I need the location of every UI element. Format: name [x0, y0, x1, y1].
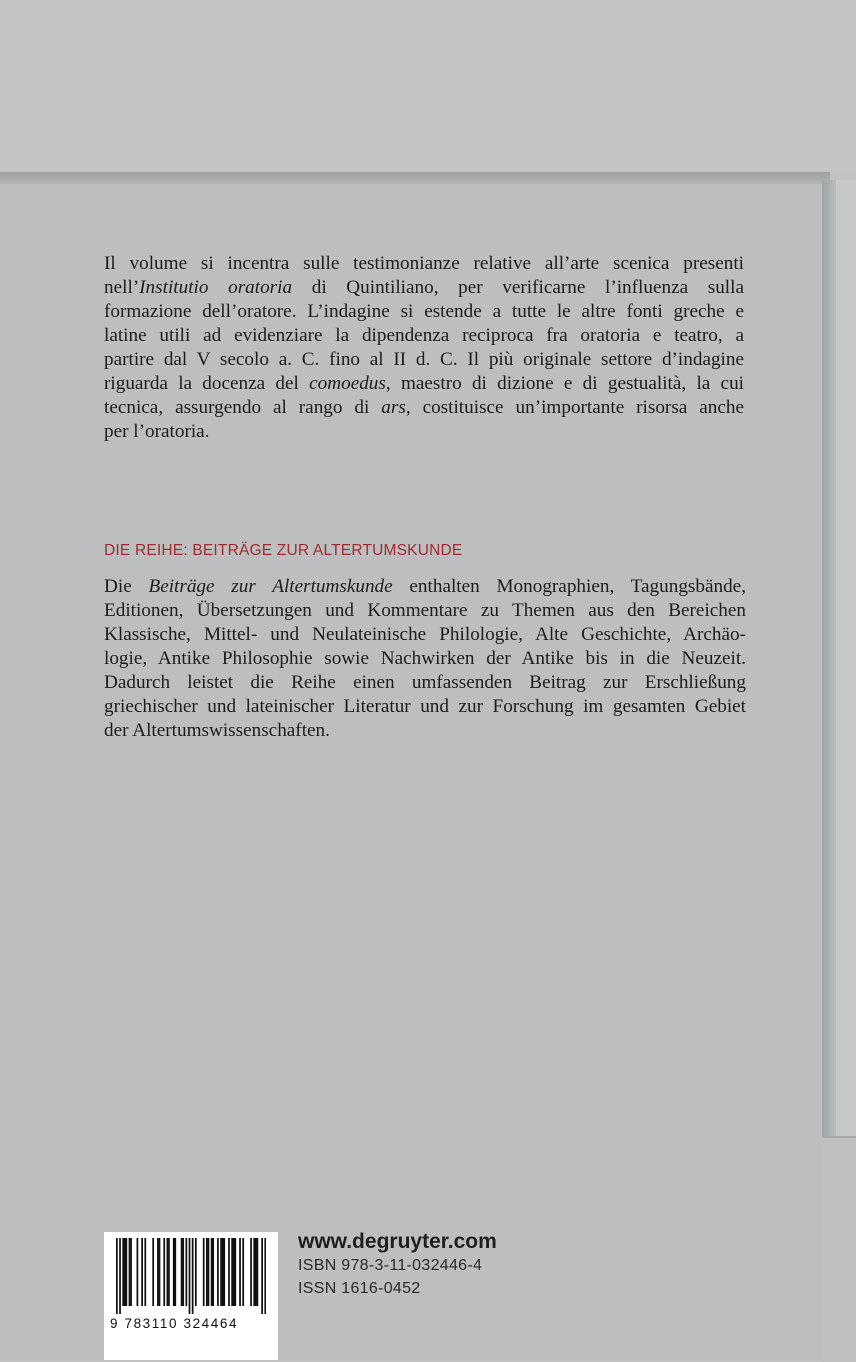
- blurb-line: nell’Institutio oratoria di Quintiliano, per verificarne l’influenza sulla: [104, 277, 744, 298]
- barcode-bar: [231, 1238, 233, 1306]
- barcode-bar: [203, 1238, 205, 1306]
- barcode-bar: [124, 1238, 126, 1306]
- isbn-barcode: [104, 1232, 278, 1360]
- barcode-bar: [264, 1238, 266, 1314]
- series-line: Dadurch leistet die Reihe einen umfassenden Beitrag zur Erschließung: [104, 672, 746, 693]
- barcode-bar: [220, 1238, 222, 1306]
- series-description: [104, 575, 746, 743]
- series-line: Die Beiträge zur Altertumskunde enthalten Monographien, Tagungsbände,: [104, 576, 746, 597]
- barcode-digits: 9 783110 324464: [110, 1316, 239, 1331]
- blurb-line: tecnica, assurgendo al rango di ars, costituisce un’importante risorsa anche: [104, 397, 744, 418]
- barcode-bar: [211, 1238, 213, 1306]
- barcode-bar: [206, 1238, 208, 1306]
- barcode-bar: [239, 1238, 241, 1306]
- barcode-bar: [168, 1238, 170, 1306]
- barcode-bar: [255, 1238, 257, 1306]
- barcode-bar: [261, 1238, 263, 1314]
- barcode-bar: [130, 1238, 132, 1306]
- barcode-bar: [185, 1238, 187, 1306]
- series-line: Editionen, Übersetzungen und Kommentare zu Themen aus den Bereichen: [104, 600, 746, 621]
- series-line: Klassische, Mittel- und Neulateinische Philologie, Alte Geschichte, Archäo-: [104, 624, 746, 645]
- publisher-url[interactable]: www.degruyter.com: [298, 1230, 497, 1253]
- top-margin: [0, 0, 856, 172]
- barcode-bar: [222, 1238, 224, 1306]
- issn-number: ISSN 1616-0452: [298, 1280, 421, 1297]
- barcode-bar: [119, 1238, 121, 1314]
- blurb-italic-title: Institutio oratoria: [139, 277, 293, 298]
- barcode-bar: [253, 1238, 255, 1306]
- barcode-bar: [234, 1238, 236, 1306]
- blurb-italic-title: comoedus: [309, 373, 386, 394]
- barcode-bar: [182, 1238, 184, 1306]
- spine-panel-lower: [822, 1136, 856, 1362]
- barcode-bar: [137, 1238, 139, 1306]
- blurb-line: riguarda la docenza del comoedus, maestro di dizione e di gestualità, la cui: [104, 373, 744, 394]
- barcode-bar: [174, 1238, 176, 1306]
- barcode-bar: [242, 1238, 244, 1306]
- barcode-bar: [217, 1238, 219, 1306]
- barcode-bar: [223, 1238, 225, 1306]
- series-italic-title: Beiträge zur Altertumskunde: [148, 576, 393, 597]
- series-line: logie, Antike Philosophie sowie Nachwirken der Antike bis in die Neuzeit.: [104, 648, 746, 669]
- barcode-bar: [163, 1238, 165, 1306]
- barcode-bar: [189, 1238, 191, 1314]
- barcode-bar: [195, 1238, 197, 1306]
- barcode-bar: [157, 1238, 159, 1306]
- barcode-bar: [208, 1238, 210, 1306]
- series-heading: DIE REIHE: BEITRÄGE ZUR ALTERTUMSKUNDE: [104, 542, 463, 559]
- barcode-bars: [116, 1238, 266, 1314]
- barcode-bar: [192, 1238, 194, 1314]
- blurb-line: formazione dell’oratore. L’indagine si estende a tutte le altre fonti greche e: [104, 301, 744, 322]
- barcode-bar: [122, 1238, 124, 1306]
- series-line: griechischer und lateinischer Literatur und zur Forschung im gesamten Gebiet: [104, 696, 746, 717]
- book-blurb: [104, 252, 744, 444]
- blurb-line: Il volume si incentra sulle testimonianze relative all’arte scenica presenti: [104, 253, 744, 274]
- barcode-bar: [173, 1238, 175, 1306]
- blurb-line: per l’oratoria.: [104, 421, 210, 442]
- barcode-bar: [125, 1238, 127, 1306]
- isbn-number: ISBN 978-3-11-032446-4: [298, 1257, 483, 1274]
- blurb-line: latine utili ad evidenziare la dipendenza reciproca fra oratoria e teatro, a: [104, 325, 744, 346]
- barcode-bar: [116, 1238, 118, 1314]
- barcode-bar: [250, 1238, 252, 1306]
- barcode-bar: [228, 1238, 230, 1306]
- series-line: der Altertumswissenschaften.: [104, 720, 330, 741]
- barcode-bar: [181, 1238, 183, 1306]
- barcode-bar: [144, 1238, 146, 1306]
- barcode-bar: [159, 1238, 161, 1306]
- barcode-bar: [233, 1238, 235, 1306]
- blurb-line: partire dal V secolo a. C. fino al II d. C. Il più originale settore d’indagine: [104, 349, 744, 370]
- barcode-bar: [212, 1238, 214, 1306]
- barcode-bar: [129, 1238, 131, 1306]
- barcode-bar: [257, 1238, 259, 1306]
- blurb-italic-title: ars: [381, 397, 406, 418]
- barcode-bar: [141, 1238, 143, 1306]
- barcode-bar: [167, 1238, 169, 1306]
- barcode-bar: [152, 1238, 154, 1306]
